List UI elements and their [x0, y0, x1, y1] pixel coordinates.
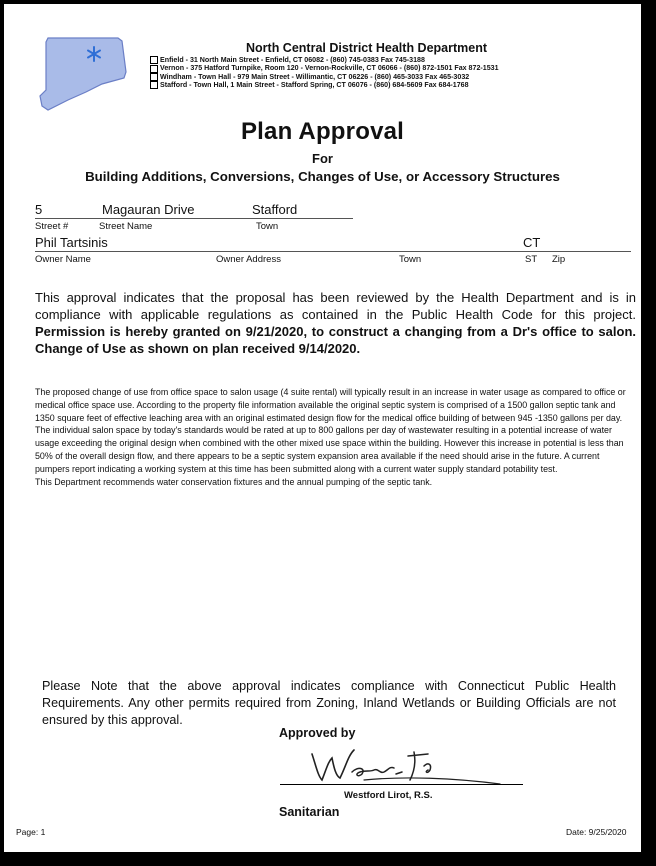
notes-recommendation: This Department recommends water conservation fixtures and the annual pumping of the septic tank.	[35, 476, 433, 487]
office-item	[150, 73, 630, 81]
approval-intro: This approval indicates that the proposal has been reviewed by the Health Department and is in compliance with applicable regulations as contained in the Public Health Code for this project.	[35, 290, 636, 322]
connecticut-map-logo	[34, 36, 154, 116]
document-page	[4, 4, 641, 852]
street-name-label: Street Name	[99, 221, 153, 232]
office-text: Stafford - Town Hall, 1 Main Street - Stafford Spring, CT 06076 - (860) 684-5609 Fax 684-1768	[160, 81, 469, 90]
town-label: Town	[256, 221, 279, 232]
office-item	[150, 64, 630, 72]
owner-town-label: Town	[399, 254, 422, 265]
signer-role: Sanitarian	[279, 805, 340, 819]
owner-rule	[35, 251, 631, 252]
approval-statement	[35, 289, 636, 357]
owner-name-label: Owner Name	[35, 254, 91, 265]
checkbox-icon	[150, 56, 158, 64]
checkbox-icon	[150, 73, 158, 81]
handwritten-signature	[304, 742, 504, 788]
notes-block	[35, 386, 635, 488]
owner-state-value: CT	[523, 235, 541, 250]
office-list	[150, 56, 630, 91]
document-subtitle: Building Additions, Conversions, Changes of Use, or Accessory Structures	[85, 169, 560, 184]
owner-zip-label: Zip	[552, 254, 566, 265]
document-for: For	[312, 151, 333, 166]
owner-name-value: Phil Tartsinis	[35, 235, 108, 250]
office-item	[150, 56, 630, 64]
office-text: Vernon - 375 Hatford Turnpike, Room 120 - Vernon-Rockville, CT 06066 - (860) 872-1501 Fax 872-1531	[160, 64, 499, 73]
signer-name: Westford Lirot, R.S.	[344, 790, 433, 801]
office-text: Windham - Town Hall - 979 Main Street - Willimantic, CT 06226 - (860) 465-3033 Fax 465-3032	[160, 72, 470, 81]
town-value: Stafford	[252, 202, 298, 217]
office-item	[150, 81, 630, 89]
office-text: Enfield - 31 North Main Street - Enfield, CT 06082 - (860) 745-0383 Fax 745-3188	[160, 56, 425, 64]
street-number-value: 5	[35, 202, 43, 217]
property-rule	[35, 218, 353, 219]
approved-by-label: Approved by	[279, 726, 356, 740]
owner-state-label: ST	[525, 254, 538, 265]
street-number-label: Street #	[35, 221, 69, 232]
document-title: Plan Approval	[240, 118, 405, 145]
approval-permission: Permission is hereby granted on 9/21/2020, to construct a changing from a Dr's office to salon. Change of Use as shown on plan received 9/14/2020.	[35, 324, 636, 356]
signature-line	[280, 784, 523, 785]
page-number: Page: 1	[16, 827, 46, 837]
owner-address-label: Owner Address	[216, 254, 281, 265]
department-name: North Central District Health Department	[246, 41, 488, 55]
checkbox-icon	[150, 65, 158, 73]
checkbox-icon	[150, 81, 158, 89]
compliance-notice: Please Note that the above approval indicates compliance with Connecticut Public Health Requirements. Any other permits required from Zoning, Inland Wetlands or Building Officials are not ensured by this approval.	[42, 679, 616, 727]
street-name-value: Magauran Drive	[102, 202, 195, 217]
document-date: Date: 9/25/2020	[566, 827, 627, 837]
notes-paragraph: The proposed change of use from office space to salon usage (4 suite rental) will typically result in an increase in water usage as compared to office or medical office space use. According to the property file information available the original septic system is comprised of a 1500 gallon septic tank and 1350 square feet of effective leaching area with an original estimated design flow for the medical office building of between 945 -1350 gallons per day. The individual salon space by today's standards would be rated at up to 800 gallons per day of wastewater resulting in a potential increase of water usage exceeding the original design when combined with the other mixed use space within the building. However this increase in potential is less than 50% of the overall design flow, and there appears to be a septic system expansion area available if the need should arise in the future. A current pumpers report indicating a working system at this time has been submitted along with a current water supply standard potability test.	[35, 387, 626, 474]
